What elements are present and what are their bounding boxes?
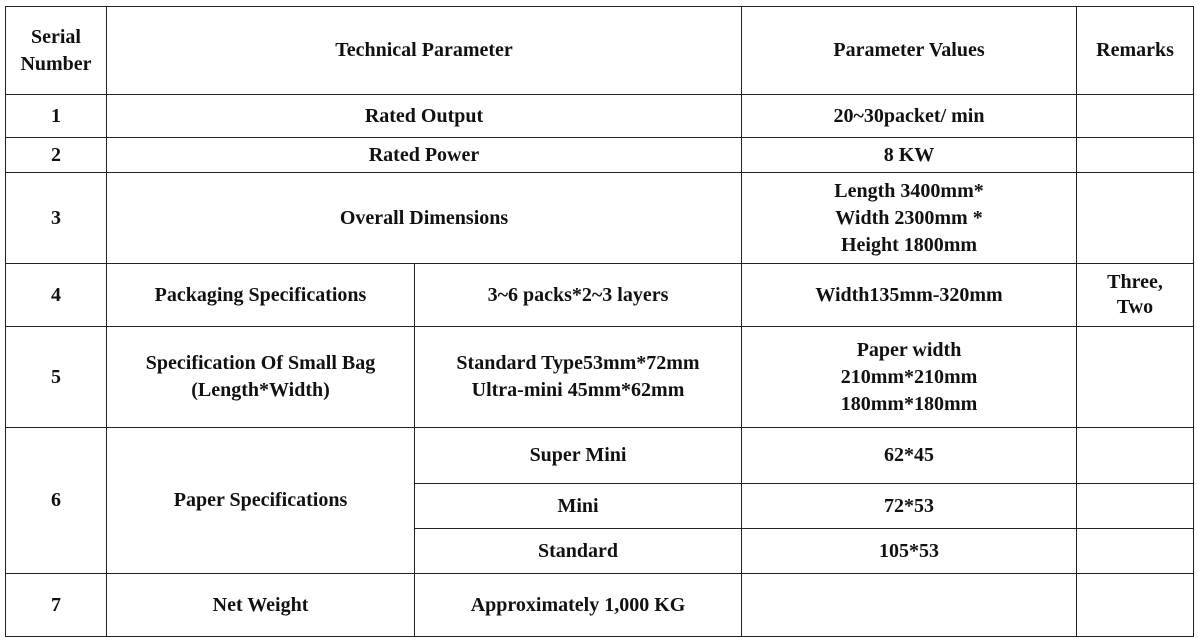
remark-cell [1077, 95, 1194, 138]
value-cell [742, 574, 1077, 637]
table-row [6, 95, 1194, 138]
table-row [6, 428, 1194, 484]
remark-cell: Three, Two [1077, 264, 1194, 327]
serial-cell: 3 [6, 173, 107, 264]
parameter-cell: Specification Of Small Bag (Length*Width) [107, 327, 415, 428]
parameter-cell: Overall Dimensions [107, 173, 742, 264]
technical-parameter-table [5, 6, 1194, 637]
value-cell: 8 KW [742, 138, 1077, 173]
serial-cell: 6 [6, 428, 107, 574]
parameter-cell: Rated Power [107, 138, 742, 173]
serial-cell: 5 [6, 327, 107, 428]
remark-cell [1077, 428, 1194, 484]
header-parameter-values: Parameter Values [742, 7, 1077, 95]
remark-cell [1077, 173, 1194, 264]
value-cell: Width135mm-320mm [742, 264, 1077, 327]
parameter-cell: Packaging Specifications [107, 264, 415, 327]
remark-cell [1077, 138, 1194, 173]
parameter-cell: Net Weight [107, 574, 415, 637]
detail-cell: Mini [415, 484, 742, 529]
table-header-row [6, 7, 1194, 95]
detail-cell: 3~6 packs*2~3 layers [415, 264, 742, 327]
table-row [6, 173, 1194, 264]
table-row [6, 264, 1194, 327]
table-row [6, 327, 1194, 428]
detail-cell: Super Mini [415, 428, 742, 484]
detail-cell: Standard [415, 529, 742, 574]
serial-cell: 4 [6, 264, 107, 327]
remark-cell [1077, 484, 1194, 529]
serial-cell: 2 [6, 138, 107, 173]
parameter-cell: Paper Specifications [107, 428, 415, 574]
remark-cell [1077, 529, 1194, 574]
value-cell: 20~30packet/ min [742, 95, 1077, 138]
header-remarks: Remarks [1077, 7, 1194, 95]
remark-cell [1077, 574, 1194, 637]
value-cell: 72*53 [742, 484, 1077, 529]
serial-cell: 7 [6, 574, 107, 637]
parameter-cell: Rated Output [107, 95, 742, 138]
value-cell: Length 3400mm* Width 2300mm * Height 1800mm [742, 173, 1077, 264]
header-serial-number: Serial Number [6, 7, 107, 95]
value-cell: 62*45 [742, 428, 1077, 484]
serial-cell: 1 [6, 95, 107, 138]
table-row [6, 574, 1194, 637]
header-technical-parameter: Technical Parameter [107, 7, 742, 95]
detail-cell: Standard Type53mm*72mm Ultra-mini 45mm*62mm [415, 327, 742, 428]
detail-cell: Approximately 1,000 KG [415, 574, 742, 637]
value-cell: 105*53 [742, 529, 1077, 574]
table-row [6, 138, 1194, 173]
value-cell: Paper width 210mm*210mm 180mm*180mm [742, 327, 1077, 428]
remark-cell [1077, 327, 1194, 428]
